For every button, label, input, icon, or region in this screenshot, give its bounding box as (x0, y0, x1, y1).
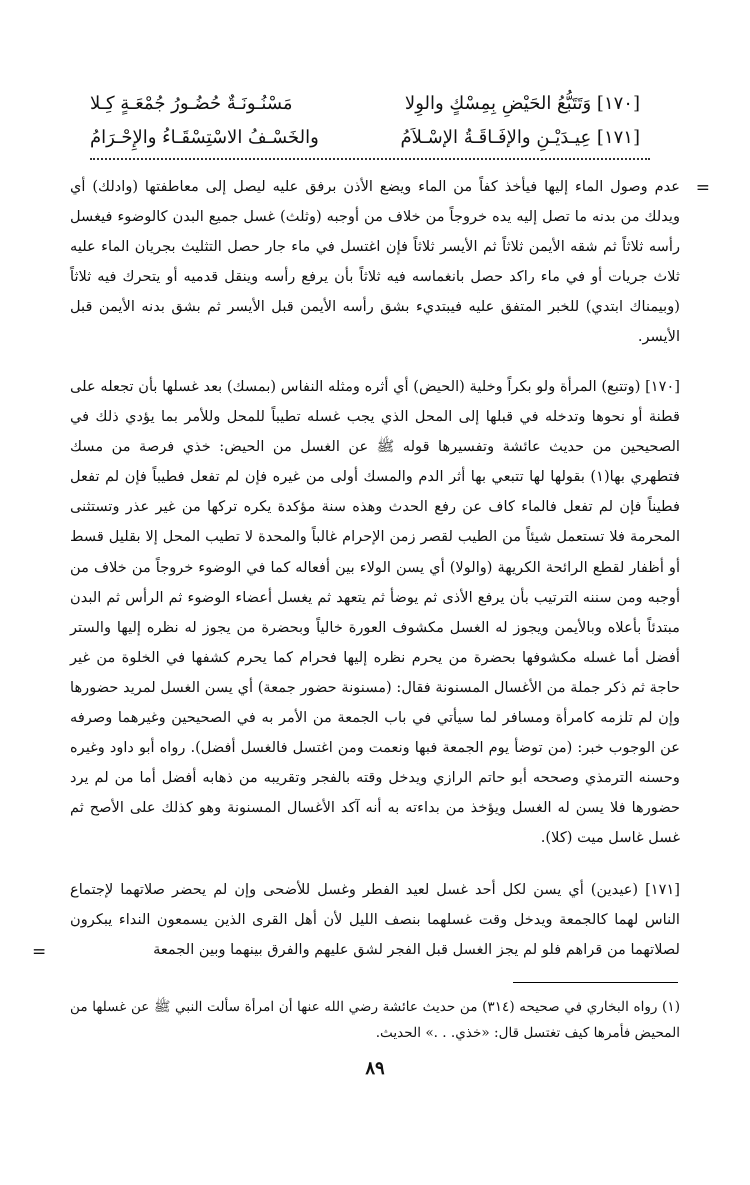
verse-line-171 (90, 120, 640, 154)
verse-first-hemistich: [١٧١] عِيـدَيْـنِ والإفَـاقَـةُ الإسْـلاَمُ (400, 126, 640, 148)
verse-first-hemistich: [١٧٠] وَتَتَبُّعُ الحَيْضِ بِمِسْكٍ والوِلا (404, 92, 640, 114)
commentary-paragraph-continued (70, 172, 680, 353)
paragraph-text: عدم وصول الماء إليها فيأخذ كفاً من الماء ويضع الأذن برفق عليه ليصل إلى معاطفتها (وادلك) أي ويدلك من بدنه ما تصل إليه يده خروجاً من خلاف من أوجبه (وثلث) غسل جميع البدن كالوضوء فيغسل رأسه ثلاثاً ثم شقه الأيمن ثلاثاً ثم الأيسر ثلاثاً فإن اغتسل في ماء جار حصل التثليث بجريان الماء عليه ثلاث جريات أو في ماء راكد حصل بانغماسه فيه ثلاثاً بأن يرفع رأسه وينقل قدميه أو يتحرك فيه ثلاثاً (وبيمناك ابتدي) للخبر المتفق عليه فيبتديء بشق رأسه الأيمن قبل الأيسر ثم بشق بدنه الأيمن قبل الأيسر. (70, 178, 680, 346)
footnote-text: (١) رواه البخاري في صحيحه (٣١٤) من حديث عائشة رضي الله عنها أن امرأة سألت النبي ﷺ عن غسلها من المحيض فأمرها كيف تغتسل قال: «خذي. . .» الحديث. (70, 999, 680, 1041)
footnote (70, 994, 680, 1046)
commentary-paragraph-171 (70, 875, 680, 965)
verse-second-hemistich: والخَسْـفُ الاسْتِسْقَـاءُ والإِحْـرَامُ (90, 126, 319, 148)
continuation-mark-bottom: = (32, 942, 47, 962)
commentary-paragraph-170 (70, 372, 680, 854)
continuation-mark-top: = (695, 178, 710, 198)
verse-second-hemistich: مَسْنُـونَـةٌ حُضُـورُ جُمْعَـةٍ كِـلا (90, 92, 293, 114)
verse-line-170 (90, 86, 640, 120)
page-number: ٨٩ (365, 1058, 385, 1079)
paragraph-text: [١٧١] (عيدين) أي يسن لكل أحد غسل لعيد الفطر وغسل للأضحى وإن لم يحضر صلاتهما لإجتماع الناس لهما كالجمعة ويدخل وقت غسلهما بنصف الليل لأن أهل القرى الذين يسمعون النداء يبكرون لصلاتهما من قراهم فلو لم يجز الغسل قبل الفجر لشق عليهم والفرق بينهما وبين الجمعة (70, 881, 680, 959)
footnote-separator (513, 982, 678, 983)
paragraph-text: [١٧٠] (وتتبع) المرأة ولو بكراً وخلية (الحيض) أي أثره ومثله النفاس (بمسك) بعد غسلها بأن تجعله على قطنة أو نحوها وتدخله في قبلها إلى المحل الذي يجب غسله تطيباً للمحل وللأمر بما يؤدي ذلك في الصحيحين من حديث عائشة وتفسيرها قوله ﷺ عن الغسل من الحيض: خذي فرصة من مسك فتطهري بها(١) بقولها لها تتبعي بها أثر الدم والمسك أولى من غيره فإن لم تفعل فطيباً فإن لم تفعل فطيناً فإن لم تفعل فالماء كاف عن رفع الحدث وهذه سنة مؤكدة يكره تركها من غير عذر وتستثنى المحرمة فلا تستعمل شيئاً من الطيب لقصر زمن الإحرام غالباً والمحدة لا تطيب المحل إلا بقليل قسط أو أظفار لقطع الرائحة الكريهة (والولا) أي يسن الولاء بين أفعاله كما في الوضوء خروجاً من خلاف من أوجبه ومن سننه الترتيب بأن يرفع الأذى ثم يوضأ ثم يتعهد ثم يغسل أعضاء الوضوء ثم الرأس ثم البدن مبتدئاً بأعلاه وبالأيمن ويجوز له الغسل مكشوف العورة خالياً وبحضرة من يجوز له نظره إليها والستر أفضل أما غسله مكشوفها بحضرة من يحرم نظره إليها فحرام كما يحرم كشفها في الخلوة من غير حاجة ثم ذكر جملة من الأغسال المسنونة فقال: (مسنونة حضور جمعة) أي يسن الغسل لمريد حضورها وإن لم تلزمه كامرأة ومسافر لما سيأتي في باب الجمعة من الأمر به في الصحيحين وغيرهما وصرفه عن الوجوب خبر: (من توضأ يوم الجمعة فبها ونعمت ومن اغتسل فالغسل أفضل). رواه أبو داود وغيره وحسنه الترمذي وصححه أبو حاتم الرازي ويدخل وقته بالفجر وتقريبه من ذهابه أفضل أما من لم يرد حضورها فلا يسن له الغسل ويؤخذ من بداءته به أنه آكد الأغسال المسنونة وهو كذلك على الأصح ثم غسل غاسل ميت (كلا). (70, 378, 680, 847)
dotted-separator (90, 158, 650, 160)
